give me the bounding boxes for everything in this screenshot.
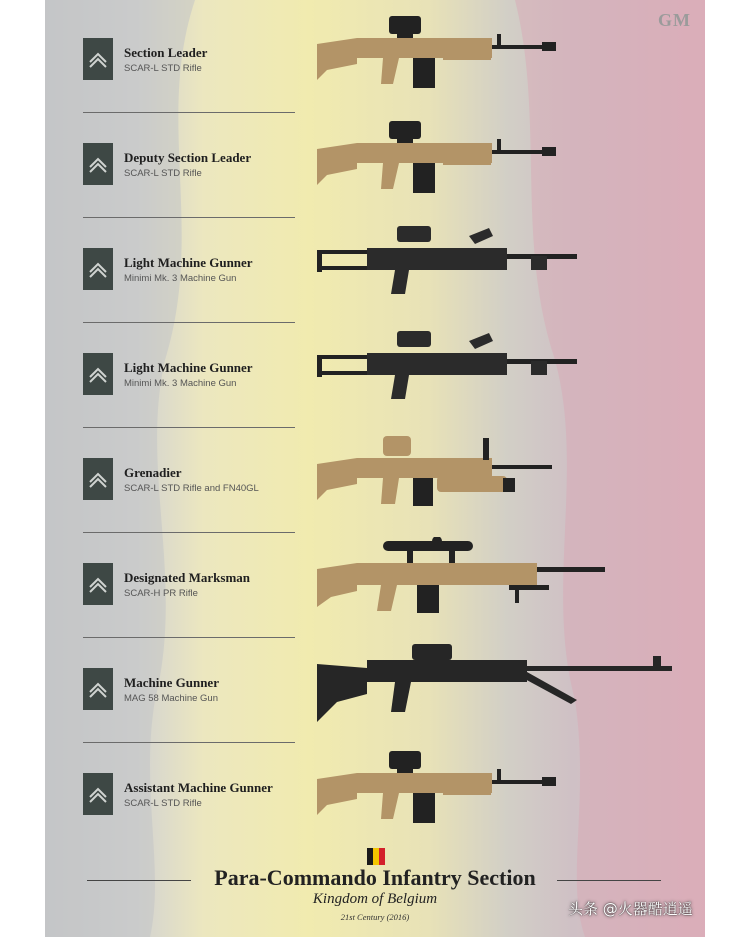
weapon-name: Minimi Mk. 3 Machine Gun <box>124 273 237 284</box>
role-row <box>45 420 705 525</box>
role-row <box>45 525 705 630</box>
weapon-name: MAG 58 Machine Gun <box>124 693 218 704</box>
chevron-rank-icon <box>83 248 113 290</box>
weapon-name: SCAR-L STD Rifle and FN40GL <box>124 483 259 494</box>
role-row <box>45 315 705 420</box>
scar-l-rifle-icon <box>317 117 687 207</box>
poster <box>45 0 705 937</box>
role-title: Deputy Section Leader <box>124 150 252 165</box>
role-row <box>45 210 705 315</box>
weapon-name: SCAR-L STD Rifle <box>124 63 202 74</box>
role-title: Light Machine Gunner <box>124 255 253 270</box>
poster-era: 21st Century (2016) <box>340 912 410 922</box>
artist-monogram: GM <box>658 10 691 30</box>
minimi-machine-gun-icon <box>317 222 687 312</box>
scar-l-rifle-icon <box>317 747 687 837</box>
role-title: Designated Marksman <box>124 570 251 585</box>
flag-stripe-red <box>379 848 385 865</box>
role-title: Light Machine Gunner <box>124 360 253 375</box>
source-watermark: 头条 @火器酷逍遥 <box>568 900 693 918</box>
poster-footer <box>45 840 705 937</box>
chevron-rank-icon <box>83 458 113 500</box>
poster-subtitle: Kingdom of Belgium <box>312 891 438 907</box>
mag58-machine-gun-icon <box>317 642 687 732</box>
chevron-rank-icon <box>83 143 113 185</box>
role-title: Grenadier <box>124 465 182 480</box>
weapon-name: SCAR-H PR Rifle <box>124 588 198 599</box>
chevron-rank-icon <box>83 38 113 80</box>
chevron-rank-icon <box>83 563 113 605</box>
role-row <box>45 630 705 735</box>
weapon-name: Minimi Mk. 3 Machine Gun <box>124 378 237 389</box>
role-title: Assistant Machine Gunner <box>124 780 273 795</box>
chevron-rank-icon <box>83 353 113 395</box>
scar-l-rifle-icon <box>317 12 687 102</box>
role-row <box>45 105 705 210</box>
weapon-name: SCAR-L STD Rifle <box>124 798 202 809</box>
minimi-machine-gun-icon <box>317 327 687 417</box>
chevron-rank-icon <box>83 773 113 815</box>
role-row <box>45 0 705 105</box>
scar-h-marksman-rifle-icon <box>317 537 687 627</box>
belgium-flag-icon <box>367 848 385 865</box>
role-title: Machine Gunner <box>124 675 219 690</box>
chevron-rank-icon <box>83 668 113 710</box>
scar-l-grenade-launcher-icon <box>317 432 687 522</box>
role-title: Section Leader <box>124 45 208 60</box>
poster-title: Para-Commando Infantry Section <box>214 865 536 890</box>
role-row <box>45 735 705 840</box>
weapon-name: SCAR-L STD Rifle <box>124 168 202 179</box>
